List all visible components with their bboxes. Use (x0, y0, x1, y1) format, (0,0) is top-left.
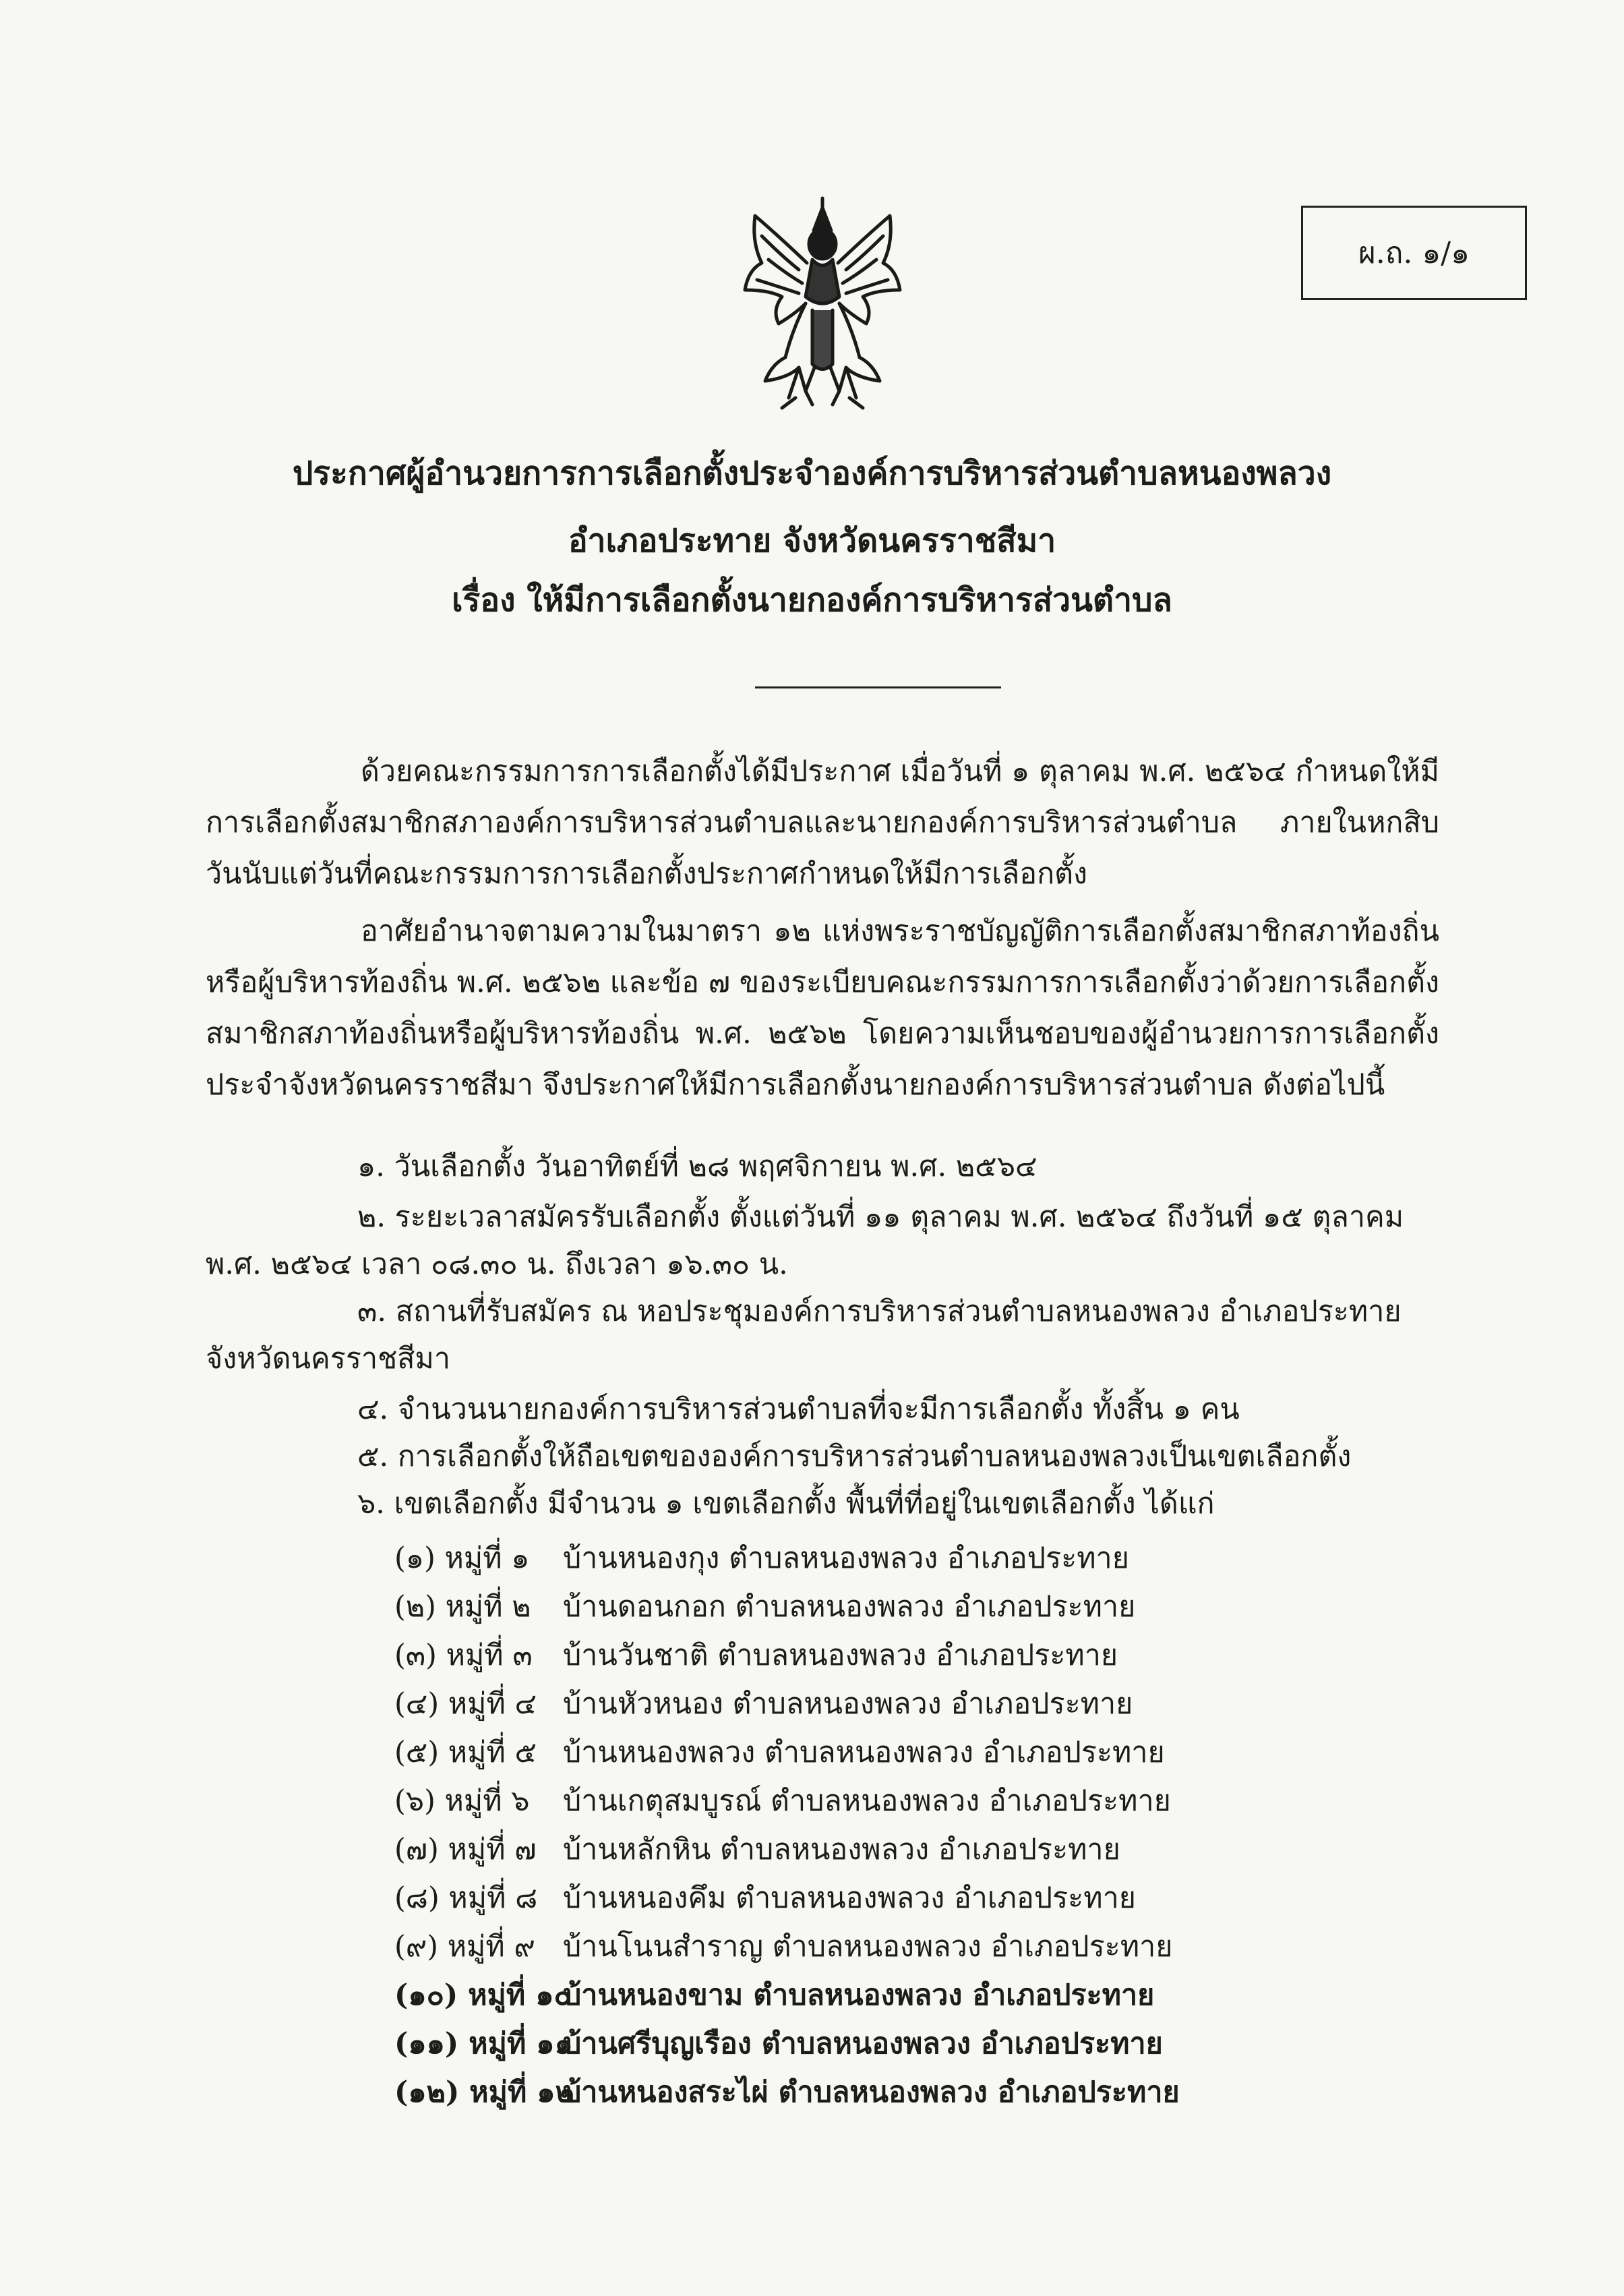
village-name: บ้านศรีบุญเรือง ตำบลหนองพลวง อำเภอประทาย (563, 2027, 1163, 2061)
village-row (394, 1777, 1180, 1825)
garuda-emblem-icon (731, 196, 913, 411)
village-number: (๖) หมู่ที่ ๖ (394, 1784, 530, 1818)
item-application-venue-cont: จังหวัดนครราชสีมา (206, 1342, 451, 1376)
village-row (394, 2020, 1180, 2068)
form-code: ผ.ถ. ๑/๑ (1358, 236, 1470, 270)
paragraph-preamble: ด้วยคณะกรรมการการเลือกตั้งได้มีประกาศ เมื่อวันที่ ๑ ตุลาคม พ.ศ. ๒๕๖๔ กำหนดให้มีการเลือกตั้งสมาชิกสภาองค์การบริหารส่วนตำบลและนายกองค์การบริหารส่วนตำบล ภายในหกสิบวันนับแต่วันที่คณะกรรมการการเลือกตั้งประกาศกำหนดให้มีการเลือกตั้ง (206, 755, 1439, 891)
village-row (394, 1971, 1180, 2020)
paragraph-authority: อาศัยอำนาจตามความในมาตรา ๑๒ แห่งพระราชบัญญัติการเลือกตั้งสมาชิกสภาท้องถิ่นหรือผู้บริหารท้องถิ่น พ.ศ. ๒๕๖๒ และข้อ ๗ ของระเบียบคณะกรรมการการเลือกตั้งว่าด้วยการเลือกตั้งสมาชิกสภาท้องถิ่นหรือผู้บริหารท้องถิ่น พ.ศ. ๒๕๖๒ โดยความเห็นชอบของผู้อำนวยการการเลือกตั้งประจำจังหวัดนครราชสีมา จึงประกาศให้มีการเลือกตั้งนายกองค์การบริหารส่วนตำบล ดังต่อไปนี้ (206, 914, 1439, 1102)
village-number: (๑) หมู่ที่ ๑ (394, 1541, 530, 1575)
village-name: บ้านโนนสำราญ ตำบลหนองพลวง อำเภอประทาย (563, 1930, 1173, 1964)
village-row (394, 1922, 1180, 1971)
title-divider (755, 686, 1001, 688)
item-application-period-cont: พ.ศ. ๒๕๖๔ เวลา ๐๘.๓๐ น. ถึงเวลา ๑๖.๓๐ น. (206, 1247, 788, 1281)
village-row (394, 1631, 1180, 1680)
village-name: บ้านหลักหิน ตำบลหนองพลวง อำเภอประทาย (563, 1833, 1120, 1866)
form-code-box (1301, 206, 1527, 300)
village-row (394, 2068, 1180, 2117)
village-name: บ้านหนองกุง ตำบลหนองพลวง อำเภอประทาย (563, 1541, 1129, 1575)
item-number-of-seats: ๔. จำนวนนายกองค์การบริหารส่วนตำบลที่จะมีการเลือกตั้ง ทั้งสิ้น ๑ คน (357, 1392, 1240, 1426)
village-number: (๑๑) หมู่ที่ ๑๑ (394, 2027, 573, 2061)
village-number: (๑๒) หมู่ที่ ๑๒ (394, 2076, 574, 2109)
village-row (394, 1534, 1180, 1583)
village-name: บ้านหัวหนอง ตำบลหนองพลวง อำเภอประทาย (563, 1687, 1133, 1721)
title-line-2: อำเภอประทาย จังหวัดนครราชสีมา (568, 522, 1056, 560)
village-name: บ้านหนองสระไผ่ ตำบลหนองพลวง อำเภอประทาย (563, 2076, 1180, 2109)
village-number: (๕) หมู่ที่ ๕ (394, 1736, 537, 1769)
village-name: บ้านวันชาติ ตำบลหนองพลวง อำเภอประทาย (563, 1639, 1118, 1672)
item-constituency: ๕. การเลือกตั้งให้ถือเขตขององค์การบริหารส่วนตำบลหนองพลวงเป็นเขตเลือกตั้ง (357, 1440, 1352, 1473)
village-number: (๙) หมู่ที่ ๙ (394, 1930, 535, 1964)
village-row (394, 1874, 1180, 1922)
village-name: บ้านดอนกอก ตำบลหนองพลวง อำเภอประทาย (563, 1590, 1136, 1624)
village-row (394, 1728, 1180, 1777)
title-subject: เรื่อง ให้มีการเลือกตั้งนายกองค์การบริหารส่วนตำบล (452, 581, 1172, 619)
village-name: บ้านเกตุสมบูรณ์ ตำบลหนองพลวง อำเภอประทาย (563, 1784, 1171, 1818)
village-number: (๓) หมู่ที่ ๓ (394, 1639, 533, 1672)
item-district-areas: ๖. เขตเลือกตั้ง มีจำนวน ๑ เขตเลือกตั้ง พื้นที่ที่อยู่ในเขตเลือกตั้ง ได้แก่ (357, 1487, 1215, 1521)
village-name: บ้านหนองขาม ตำบลหนองพลวง อำเภอประทาย (563, 1978, 1155, 2012)
village-number: (๑๐) หมู่ที่ ๑๐ (394, 1978, 572, 2012)
village-row (394, 1825, 1180, 1874)
village-number: (๔) หมู่ที่ ๔ (394, 1687, 537, 1721)
title-line-1: ประกาศผู้อำนวยการการเลือกตั้งประจำองค์การบริหารส่วนตำบลหนองพลวง (292, 454, 1332, 492)
village-list (394, 1534, 1180, 2117)
village-row (394, 1680, 1180, 1728)
village-number: (๗) หมู่ที่ ๗ (394, 1833, 537, 1866)
village-row (394, 1583, 1180, 1631)
item-election-date: ๑. วันเลือกตั้ง วันอาทิตย์ที่ ๒๘ พฤศจิกายน พ.ศ. ๒๕๖๔ (357, 1150, 1037, 1183)
village-name: บ้านหนองคึม ตำบลหนองพลวง อำเภอประทาย (563, 1881, 1136, 1915)
village-number: (๘) หมู่ที่ ๘ (394, 1881, 538, 1915)
village-name: บ้านหนองพลวง ตำบลหนองพลวง อำเภอประทาย (563, 1736, 1165, 1769)
village-number: (๒) หมู่ที่ ๒ (394, 1590, 531, 1624)
item-application-venue: ๓. สถานที่รับสมัคร ณ หอประชุมองค์การบริหารส่วนตำบลหนองพลวง อำเภอประทาย (357, 1295, 1402, 1328)
item-application-period: ๒. ระยะเวลาสมัครรับเลือกตั้ง ตั้งแต่วันที่ ๑๑ ตุลาคม พ.ศ. ๒๕๖๔ ถึงวันที่ ๑๕ ตุลาคม (357, 1200, 1404, 1234)
